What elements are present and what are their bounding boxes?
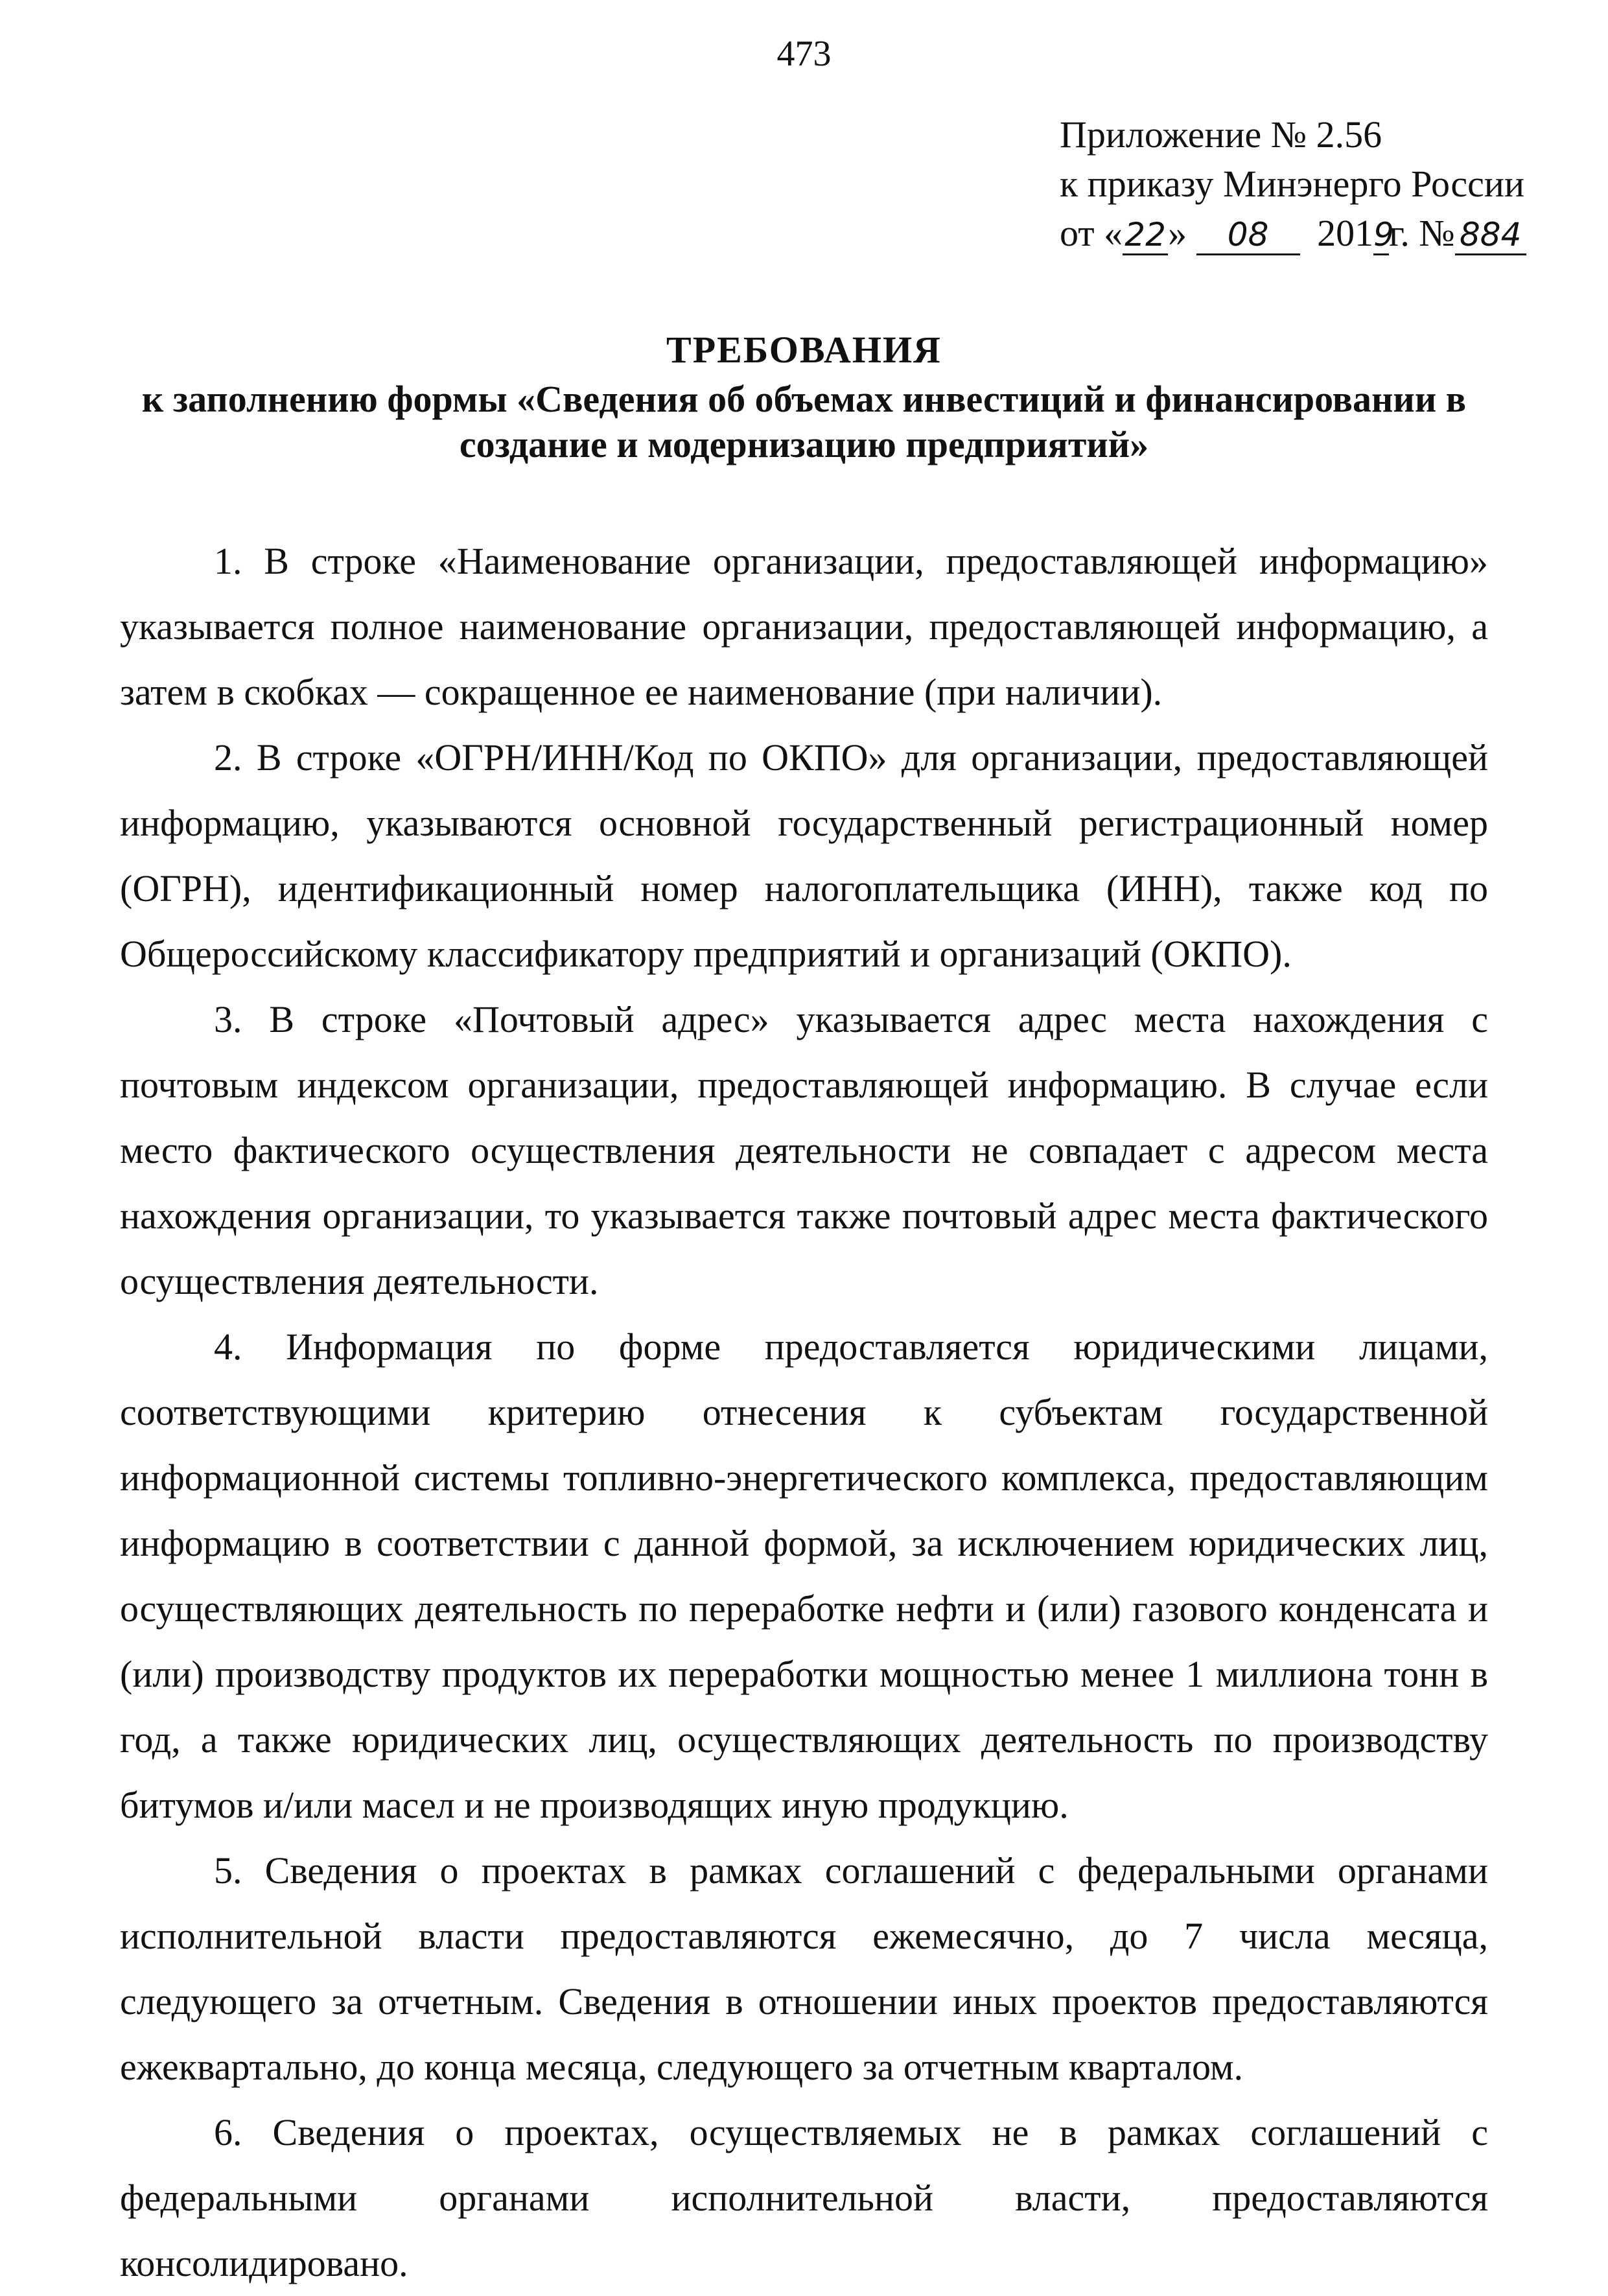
date-prefix: от « [1060, 212, 1123, 254]
handwritten-order-number: 884 [1455, 216, 1526, 255]
paragraph-4: 4. Информация по форме предоставляется юридическими лицами, соответствующими критерию отнесения к субъектам государственной информационной системы топливно-энергетического комплекса, предоставляющим информацию в соответствии с данной формой, за исключением юридических лиц, осуществляющих деятельность по переработке нефти и (или) газового конденсата и (или) производству продуктов их переработки мощностью менее 1 миллиона тонн в год, а также юридических лиц, осуществляющих деятельность по производству битумов и/или масел и не производящих иную продукцию. [120, 1326, 1488, 1826]
document-heading: ТРЕБОВАНИЯ [666, 329, 942, 371]
appendix-date-line [985, 209, 1522, 258]
paragraph-2: 2. В строке «ОГРН/ИНН/Код по ОКПО» для организации, предоставляющей информацию, указываются основной государственный регистрационный номер (ОГРН), идентификационный номер налогоплательщика (ИНН), также код по Общероссийскому классификатору предприятий и организаций (ОКПО). [120, 736, 1488, 975]
paragraph-5: 5. Сведения о проектах в рамках соглашений с федеральными органами исполнительной власти предоставляются ежемесячно, до 7 числа месяца, следующего за отчетным. Сведения в отношении иных проектов предоставляются ежеквартально, до конца месяца, следующего за отчетным кварталом. [120, 1849, 1488, 2088]
date-mid: » [1168, 212, 1187, 254]
paragraph-3: 3. В строке «Почтовый адрес» указывается адрес места нахождения с почтовым индексом организации, предоставляющей информацию. В случае если место фактического осуществления деятельности не совпадает с адресом места нахождения организации, то указывается также почтовый адрес места фактического осуществления деятельности. [120, 998, 1488, 1302]
paragraph-1: 1. В строке «Наименование организации, предоставляющей информацию» указывается полное наименование организации, предоставляющей информацию, а затем в скобках — сокращенное ее наименование (при наличии). [120, 540, 1488, 713]
handwritten-year-digit: 9 [1373, 216, 1389, 255]
document-body [120, 528, 1488, 2296]
page-number: 473 [776, 34, 832, 74]
document-title-block [117, 327, 1491, 467]
paragraph-6: 6. Сведения о проектах, осуществляемых не в рамках соглашений с федеральными органами исполнительной власти, предоставляются консолидировано. [120, 2111, 1488, 2284]
year-prefix: 201 [1317, 212, 1374, 254]
appendix-block [985, 110, 1524, 258]
handwritten-month: 08 [1196, 216, 1300, 255]
appendix-order-ref: к приказу Минэнерго России [1060, 163, 1524, 205]
number-prefix: г. № [1389, 212, 1455, 254]
document-subtitle: к заполнению формы «Сведения об объемах инвестиций и финансировании в создание и модернизацию предприятий» [141, 378, 1467, 465]
handwritten-day: 22 [1123, 216, 1168, 255]
appendix-title: Приложение № 2.56 [1060, 113, 1382, 156]
